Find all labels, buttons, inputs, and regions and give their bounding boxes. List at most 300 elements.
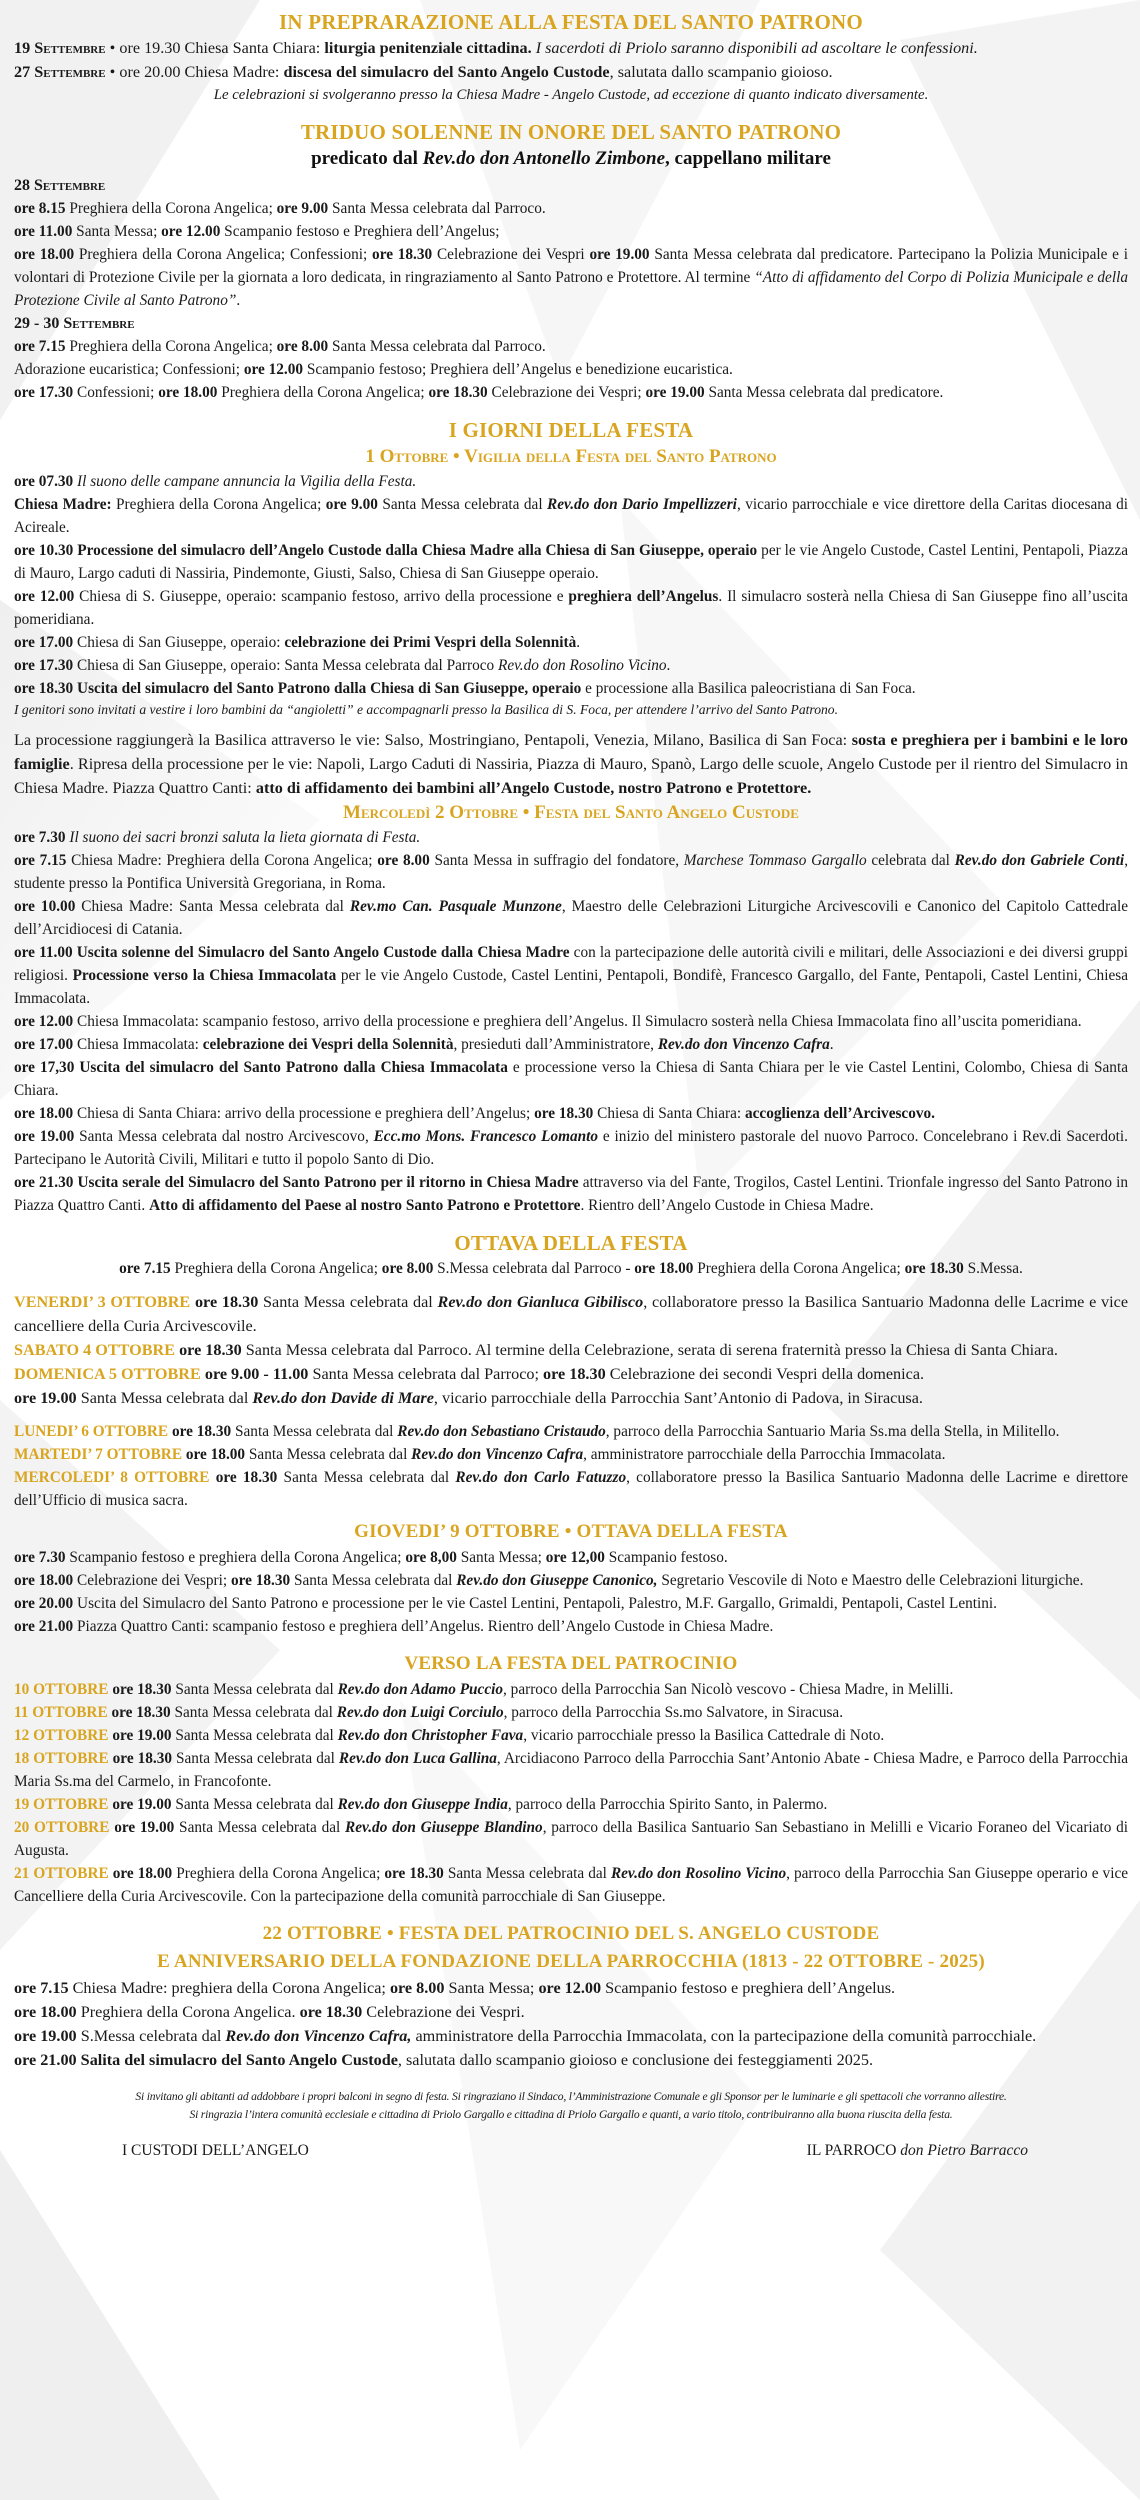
text-segment: ore 18.30 [230, 1572, 291, 1589]
giovedi-line [14, 1546, 1128, 1638]
date-label: 10 OTTOBRE [14, 1681, 109, 1698]
festa22-line [14, 2048, 1128, 2072]
text-segment: ore 19.00 [114, 1819, 175, 1836]
prep-line [14, 36, 1128, 84]
text-segment: Scampanio festoso e Preghiera dell’Angelus; [220, 223, 500, 240]
vigilia-title: 1 Ottobre • Vigilia della Festa del Santo Patrono [365, 446, 777, 467]
patrocinio-line [14, 1862, 1128, 1908]
date-label: 18 OTTOBRE [14, 1750, 109, 1767]
section-title-preparazione: IN PREPRARAZIONE ALLA FESTA DEL SANTO PATRONO [279, 10, 863, 34]
text-segment: attraverso via del Fante, Trogilos, Castel Lentini. Trionfale ingresso del Santo Patrono in Piazza Quattro Canti. [14, 1174, 1128, 1214]
text-segment: Santa Messa celebrata dal [258, 1293, 438, 1311]
text-segment: Santa Messa celebrata dal [172, 1750, 339, 1767]
text-segment: Marchese Tommaso Gargallo [683, 852, 867, 869]
text-segment: per le vie Angelo Custode, Castel Lentini, Pentapoli, Piazza di Mauro, Largo caduti di Nassiria, Pindemonte, Giusti, Salso, Chiesa di San Giuseppe operaio. [14, 542, 1129, 582]
text-segment: Rev.do don Davide di Mare [252, 1389, 434, 1407]
text-segment: ore 12,00 [545, 1549, 605, 1566]
text-segment: Rev.do don Giuseppe Blandino [345, 1819, 543, 1836]
text-segment: Santa Messa celebrata dal [443, 1865, 611, 1882]
text-segment: Chiesa di Santa Chiara: [593, 1105, 745, 1122]
festa-line [14, 1056, 1128, 1102]
text-segment: ore 8.00 [377, 852, 430, 869]
text-segment: , parroco della Basilica Santuario San Sebastiano in Melilli e Vicario Foraneo del Vicariato di Augusta. [14, 1819, 1128, 1859]
text-segment: ore 18.00 [158, 384, 218, 401]
text-segment: Chiesa Immacolata: [73, 1036, 203, 1053]
text-segment: ore 18.00 [634, 1260, 694, 1277]
text-segment: ore 9.00 [276, 200, 329, 217]
processione-paragraph [14, 728, 1128, 800]
giovedi-line [14, 1546, 1128, 1569]
date-label: 21 OTTOBRE [14, 1865, 109, 1882]
prep-line [14, 60, 1128, 84]
text-segment: Chiesa di S. Giuseppe, operaio: scampanio festoso, arrivo della processione e [74, 588, 569, 605]
triduo-day1-line [14, 243, 1128, 312]
footer-line-1: Si invitano gli abitanti ad addobbare i propri balconi in segno di festa. Si ringraziano il Sindaco, l’Amministrazione Comunale e gli Sponsor per le luminarie e gli spettacoli che vorranno allestire. [135, 2090, 1007, 2103]
text-segment: Preghiera della Corona Angelica; [111, 496, 326, 513]
date-label: LUNEDI’ 6 OTTOBRE [14, 1423, 169, 1440]
text-segment: Chiesa Madre: preghiera della Corona Angelica; [68, 1979, 390, 1997]
text-segment: Rev.do don Carlo Fatuzzo [455, 1469, 627, 1486]
text-segment: Rev.do don Giuseppe India [337, 1796, 508, 1813]
text-segment: ore 7.15 [14, 338, 66, 355]
text-segment: , parroco della Parrocchia Santuario Maria Ss.ma della Stella, in Militello. [605, 1423, 1060, 1440]
text-segment: , vicario parrocchiale della Parrocchia Sant’Antonio di Padova, in Siracusa. [433, 1389, 923, 1407]
vigilia-line [14, 470, 1128, 493]
text-segment: Celebrazione dei Vespri; [73, 1572, 231, 1589]
text-segment: ore 18.30 [428, 384, 488, 401]
ottava-line [14, 1338, 1128, 1362]
text-segment: Rev.do don Vincenzo Cafra, [225, 2027, 412, 2045]
text-segment: Scampanio festoso; Preghiera dell’Angelus e benedizione eucaristica. [303, 361, 733, 378]
text-segment: Chiesa di San Giuseppe, operaio: Santa Messa celebrata dal Parroco [73, 657, 498, 674]
text-segment: Rev.do don Vincenzo Cafra [657, 1036, 830, 1053]
giovedi-line [14, 1592, 1128, 1615]
text-segment: Rev.do don Adamo Puccio [337, 1681, 504, 1698]
vigilia-line [14, 539, 1128, 585]
footer-line-2: Si ringrazia l’intera comunità ecclesiale e cittadina di Priolo Gargallo e cittadina di Priolo Gargallo e quanti, a vario titolo, contribuiranno alla buona riuscita della festa. [189, 2108, 953, 2121]
text-segment: Chiesa Immacolata: scampanio festoso, arrivo della processione e preghiera dell’Angelus. Il Simulacro sosterà nella Chiesa Immacolata fino all’uscita pomeridiana. [73, 1013, 1082, 1030]
text-segment: ore 18.30 [372, 246, 433, 263]
patrocinio-line [14, 1747, 1128, 1793]
ottava-line [14, 1420, 1128, 1443]
text-segment: , vicario parrocchiale e vice direttore della Caritas diocesana di Acireale. [14, 496, 1129, 536]
text-segment: ore 17.30 [14, 384, 74, 401]
text-segment: Santa Messa celebrata dal [171, 1796, 338, 1813]
text-segment: ore 18.30 [179, 1341, 242, 1359]
text-segment: ore 8.15 [14, 200, 66, 217]
text-segment: celebrazione dei Vespri della Solennità [202, 1036, 454, 1053]
date-label: 20 OTTOBRE [14, 1819, 110, 1836]
text-segment: ore 18.00 [14, 246, 75, 263]
text-segment: ore 12.00 [14, 588, 75, 605]
ottava-line [14, 1290, 1128, 1410]
text-segment: Santa Messa in suffragio del fondatore, [429, 852, 684, 869]
ottava-line [14, 1386, 1128, 1410]
ottava-line [14, 1443, 1128, 1466]
festa-line [14, 826, 1128, 1217]
text-segment: Rev.do don Vincenzo Cafra [411, 1446, 584, 1463]
text-segment: liturgia penitenziale cittadina. [324, 39, 532, 57]
text-segment: “Atto di affidamento del Corpo di Polizia Municipale e della Protezione Civile al Santo Patrono” [14, 269, 1128, 309]
text-segment: ore 18.30 [384, 1865, 444, 1882]
text-segment: Celebrazione dei secondi Vespri della domenica. [605, 1365, 925, 1383]
section-title-giovedi: GIOVEDI’ 9 OTTOBRE • OTTAVA DELLA FESTA [354, 1521, 788, 1542]
text-segment: ore 18.30 Uscita del simulacro del Santo Patrono dalla Chiesa di San Giuseppe, operaio [14, 680, 582, 697]
text-segment: Santa Messa celebrata dal [171, 1727, 338, 1744]
text-segment: • ore 19.30 Chiesa Santa Chiara: [105, 39, 325, 57]
prep-line [14, 36, 1128, 60]
text-segment: celebrazione dei Primi Vespri della Solennità [284, 634, 577, 651]
text-segment: Preghiera della Corona Angelica; [217, 384, 429, 401]
text-segment: ore 19.00 [14, 1128, 75, 1145]
text-segment: Santa Messa celebrata dal predicatore. Partecipano la Polizia Municipale e i volontari di Protezione Civile per la giornata a loro dedicata, in ringraziamento al Santo Patrono e Protettore. Al termine [14, 246, 1128, 286]
text-segment: ore 11.00 Uscita solenne del Simulacro del Santo Angelo Custode dalla Chiesa Madre [14, 944, 570, 961]
text-segment: ore 17.30 [14, 657, 74, 674]
text-segment: Santa Messa celebrata dal [174, 1819, 346, 1836]
text-segment: . [576, 634, 581, 651]
festa22-line [14, 2000, 1128, 2024]
date-label: SABATO 4 OTTOBRE [14, 1341, 176, 1359]
text-segment: Rev.do don Sebastiano Cristaudo [397, 1423, 606, 1440]
ottava-line [14, 1466, 1128, 1512]
text-segment: , parroco della Parrocchia San Giuseppe operario e vice Cancelliere della Curia Arcivescovile. Con la partecipazione della comunità parrocchiale di San Giuseppe. [14, 1865, 1129, 1905]
text-segment: Il suono delle campane annuncia la Vigilia della Festa. [77, 473, 417, 490]
text-segment: discesa del simulacro del Santo Angelo Custode [283, 63, 610, 81]
date-label: 12 OTTOBRE [14, 1727, 109, 1744]
text-segment: Rev.do don Christopher Fava [337, 1727, 524, 1744]
text-segment: , collaboratore presso la Basilica Santuario Madonna delle Lacrime e vice cancelliere della Curia Arcivescovile. [14, 1293, 1128, 1335]
text-segment: ore 7.30 [14, 1549, 66, 1566]
text-segment: Rev.do don Luca Gallina [338, 1750, 497, 1767]
text-segment: Ecc.mo Mons. Francesco Lomanto [373, 1128, 599, 1145]
text-segment: , parroco della Parrocchia Ss.mo Salvatore, in Siracusa. [503, 1704, 844, 1721]
section-title-triduo: TRIDUO SOLENNE IN ONORE DEL SANTO PATRONO [300, 120, 842, 144]
date-label: 11 OTTOBRE [14, 1704, 108, 1721]
festa22-line [14, 2024, 1128, 2048]
text-segment: S.Messa celebrata dal Parroco - [433, 1260, 635, 1277]
festa-line [14, 1033, 1128, 1056]
text-segment: . [829, 1036, 834, 1053]
signature-custodi: I CUSTODI DELL’ANGELO [122, 2142, 309, 2159]
ottava-line [14, 1420, 1128, 1512]
text-segment: ore 18.30 [299, 2003, 363, 2021]
giovedi-line [14, 1569, 1128, 1592]
festa-line [14, 849, 1128, 895]
text-segment: ore 18.00 [185, 1446, 246, 1463]
text-segment: I sacerdoti di Priolo saranno disponibili ad ascoltare le confessioni. [535, 39, 978, 57]
text-segment: ore 17,30 Uscita del simulacro del Santo Patrono dalla Chiesa Immacolata [14, 1059, 508, 1076]
text-segment: ore 21.00 Salita del simulacro del Santo Angelo Custode [14, 2051, 398, 2069]
text-segment: Uscita del Simulacro del Santo Patrono e processione per le vie Castel Lentini, Pentapoli, Palestro, M.F. Gargallo, Grimaldi, Pentapoli, Castel Lentini. [73, 1595, 997, 1612]
triduo-day2-line [14, 335, 1128, 358]
triduo-day1-label: 28 Settembre [14, 177, 106, 194]
text-segment: atto di affidamento dei bambini all’Angelo Custode, nostro Patrono e Protettore. [255, 779, 812, 797]
text-segment: Santa Messa celebrata dal predicatore. [704, 384, 944, 401]
text-segment: amministratore della Parrocchia Immacolata, con la partecipazione della comunità parrocchiale. [411, 2027, 1037, 2045]
text-segment: Scampanio festoso e preghiera della Corona Angelica; [65, 1549, 406, 1566]
text-segment: per le vie Angelo Custode, Castel Lentini, Pentapoli, Bondifè, Francesco Gargallo, del Fante, Pentapoli, Castel Lentini, Chiesa Immacolata. [14, 967, 1128, 1007]
vigilia-line [14, 677, 1128, 700]
text-segment: ore 18.30 [543, 1365, 606, 1383]
text-segment: , salutata dallo scampanio gioioso. [609, 63, 833, 81]
text-segment: sosta e preghiera per i bambini e le loro famiglie [14, 731, 1128, 773]
text-segment: ore 10.00 [14, 898, 76, 915]
festa-line [14, 1171, 1128, 1217]
text-segment: celebrata dal [866, 852, 955, 869]
date-label: DOMENICA 5 OTTOBRE [14, 1365, 201, 1383]
text-segment: ore 7.15 [119, 1260, 171, 1277]
text-segment: Chiesa di Santa Chiara: arrivo della processione e preghiera dell’Angelus; [73, 1105, 535, 1122]
triduo-day2-line [14, 335, 1128, 404]
triduo-day1-line [14, 197, 1128, 220]
text-segment: ore 18.30 [194, 1293, 259, 1311]
section-title-patrocinio: VERSO LA FESTA DEL PATROCINIO [404, 1653, 738, 1674]
text-segment: ore 8.00 [276, 338, 329, 355]
text-segment: Santa Messa celebrata dal nostro Arcivescovo, [74, 1128, 374, 1145]
text-segment: ore 12.00 [161, 223, 221, 240]
section-title-ottava: OTTAVA DELLA FESTA [454, 1231, 688, 1255]
text-segment: . Rientro dell’Angelo Custode in Chiesa Madre. [580, 1197, 874, 1214]
ottava-line [14, 1362, 1128, 1386]
text-segment: . Il simulacro sosterà nella Chiesa di San Giuseppe fino all’uscita pomeridiana. [14, 588, 1128, 628]
text-segment: ore 18.30 [112, 1681, 172, 1698]
text-segment: Santa Messa celebrata dal [171, 1681, 338, 1698]
festa22-line [14, 1976, 1128, 2000]
text-segment: Rev.do don Gabriele Conti [954, 852, 1125, 869]
text-segment: preghiera dell’Angelus [568, 588, 719, 605]
text-segment: ore 8.00 [381, 1260, 434, 1277]
text-segment: ore 18.30 [111, 1704, 171, 1721]
text-segment: ore 18.00 [112, 1865, 173, 1882]
text-segment: ore 19.00 [14, 1389, 77, 1407]
festa-line [14, 1010, 1128, 1033]
date-label: 27 Settembre [14, 63, 106, 81]
text-segment: Santa Messa celebrata dal [231, 1423, 398, 1440]
date-label: VENERDI’ 3 OTTOBRE [14, 1293, 191, 1311]
text-segment: Santa Messa celebrata dal Parroco. [328, 200, 546, 217]
text-segment: , amministratore parrocchiale della Parrocchia Immacolata. [583, 1446, 946, 1463]
text-segment: ore 21.30 Uscita serale del Simulacro del Santo Patrono per il ritorno in Chiesa Madre [14, 1174, 579, 1191]
text-segment: Santa Messa celebrata dal [170, 1704, 337, 1721]
text-segment: ore 18.00 [14, 1572, 74, 1589]
triduo-day2-line [14, 381, 1128, 404]
text-segment: Celebrazione dei Vespri [432, 246, 590, 263]
text-segment: Santa Messa celebrata dal [277, 1469, 456, 1486]
patrocinio-line [14, 1816, 1128, 1862]
text-segment: Celebrazione dei Vespri. [362, 2003, 525, 2021]
text-segment: predicato dal [311, 148, 423, 169]
text-segment: ore 18.30 [534, 1105, 594, 1122]
date-label: 19 OTTOBRE [14, 1796, 109, 1813]
patrocinio-line [14, 1678, 1128, 1701]
prep-note: Le celebrazioni si svolgeranno presso la Chiesa Madre - Angelo Custode, ad eccezione di quanto indicato diversamente. [213, 87, 929, 103]
text-segment: Chiesa Madre: [14, 496, 112, 513]
text-segment: ore 18.30 [215, 1469, 278, 1486]
text-segment: ore 07.30 [14, 473, 74, 490]
text-segment: Santa Messa; [444, 1979, 539, 1997]
text-segment: Processione verso la Chiesa Immacolata [72, 967, 337, 984]
signature-parroco [807, 2142, 1028, 2160]
festa22-line [14, 1976, 1128, 2072]
text-segment: Rev.do don Antonello Zimbone [422, 148, 666, 169]
text-segment: , Maestro delle Celebrazioni Liturgiche Arcivescovili e Canonico del Capitolo Cattedrale dell’Arcidiocesi di Catania. [14, 898, 1129, 938]
text-segment: accoglienza dell’Arcivescovo. [744, 1105, 935, 1122]
vigilia-line [14, 585, 1128, 631]
text-segment: Santa Messa celebrata dal Parroco. [328, 338, 546, 355]
text-segment: ore 17.00 [14, 1036, 74, 1053]
text-segment: e processione alla Basilica paleocristiana di San Foca. [581, 680, 916, 697]
text-segment: Scampanio festoso. [604, 1549, 728, 1566]
text-segment: Preghiera della Corona Angelica; [170, 1260, 382, 1277]
text-segment: Rev.do don Rosolino Vicino [497, 657, 667, 674]
text-segment: ore 21.00 [14, 1618, 74, 1635]
text-segment: La processione raggiungerà la Basilica attraverso le vie: Salso, Mostringiano, Pentapoli, Venezia, Milano, Basilica di San Foca: [14, 731, 852, 749]
text-segment: ore 12.00 [243, 361, 304, 378]
text-segment: ore 8,00 [405, 1549, 457, 1566]
text-segment: Rev.mo Can. Pasquale Munzone [349, 898, 562, 915]
patrocinio-line [14, 1678, 1128, 1908]
text-segment: Santa Messa; [456, 1549, 546, 1566]
festa-line [14, 895, 1128, 941]
text-segment: Preghiera della Corona Angelica; [172, 1865, 385, 1882]
text-segment: ore 11.00 [14, 223, 73, 240]
text-segment: Preghiera della Corona Angelica; [65, 200, 277, 217]
text-segment: ore 19.00 [112, 1727, 172, 1744]
text-segment: ore 8.00 [389, 1979, 445, 1997]
text-segment: ore 19.00 [112, 1796, 172, 1813]
text-segment: Rev.do don Rosolino Vicino [610, 1865, 787, 1882]
text-segment: Atto di affidamento del Paese al nostro Santo Patrono e Protettore [149, 1197, 581, 1214]
signatures [14, 2142, 1128, 2160]
text-segment: ore 19.00 [589, 246, 650, 263]
text-segment: Segretario Vescovile di Noto e Maestro delle Celebrazioni liturgiche. [657, 1572, 1084, 1589]
text-segment: Preghiera della Corona Angelica; [693, 1260, 905, 1277]
text-segment: Rev.do don Dario Impellizzeri [547, 496, 737, 513]
text-segment: Il suono dei sacri bronzi saluta la lieta giornata di Festa. [69, 829, 421, 846]
text-segment: Celebrazione dei Vespri; [487, 384, 646, 401]
vigilia-line [14, 493, 1128, 539]
text-segment: Santa Messa celebrata dal [377, 496, 548, 513]
text-segment: Confessioni; [73, 384, 159, 401]
festa-line [14, 826, 1128, 849]
text-segment: Santa Messa celebrata dal [76, 1389, 253, 1407]
text-segment: Chiesa di San Giuseppe, operaio: [73, 634, 285, 651]
text-segment: Santa Messa celebrata dal Parroco. Al termine della Celebrazione, serata di serena fraternità presso la Chiesa di Santa Chiara. [241, 1341, 1058, 1359]
festa-title: Mercoledì 2 Ottobre • Festa del Santo Angelo Custode [343, 802, 799, 823]
text-segment: Piazza Quattro Canti: scampanio festoso e preghiera dell’Angelus. Rientro dell’Angelo Custode in Chiesa Madre. [73, 1618, 774, 1635]
text-segment: , vicario parrocchiale presso la Basilica Cattedrale di Noto. [523, 1727, 885, 1744]
vigilia-note: I genitori sono invitati a vestire i loro bambini da “angioletti” e accompagnarli presso la Basilica di S. Foca, per attendere l’arrivo del Santo Patrono. [14, 702, 838, 717]
text-segment: ore 19.00 [14, 2027, 77, 2045]
text-segment: ore 9.00 - 11.00 [204, 1365, 309, 1383]
patrocinio-line [14, 1701, 1128, 1724]
text-segment: ore 9.00 [325, 496, 378, 513]
text-segment: , studente presso la Pontifica Università Gregoriana, in Roma. [14, 852, 1129, 892]
text-segment: ore 12.00 [14, 1013, 74, 1030]
text-segment: . [666, 657, 671, 674]
text-segment: S.Messa celebrata dal [76, 2027, 226, 2045]
text-segment: ore 7.15 [14, 852, 67, 869]
triduo-day1-line [14, 197, 1128, 312]
vigilia-line [14, 654, 1128, 677]
text-segment: Santa Messa celebrata dal [245, 1446, 412, 1463]
ottava-daily [14, 1257, 1128, 1280]
text-segment: S.Messa. [963, 1260, 1023, 1277]
triduo-subtitle [14, 146, 1128, 172]
text-segment: Rev.do don Gianluca Gibilisco [437, 1293, 644, 1311]
text-segment: ore 19.00 [645, 384, 705, 401]
text-segment: Santa Messa celebrata dal [290, 1572, 457, 1589]
text-segment: Chiesa Madre: Preghiera della Corona Angelica; [66, 852, 378, 869]
text-segment: ore 7.30 [14, 829, 66, 846]
text-segment: , Arcidiacono Parroco della Parrocchia Sant’Antonio Abate - Chiesa Madre, e Parroco della Parrocchia Maria Ss.ma del Carmelo, in Francofonte. [14, 1750, 1129, 1790]
text-segment: con la partecipazione delle autorità civili e militari, delle Associazioni e dei diversi gruppi religiosi. [14, 944, 1128, 984]
text-segment: ore 7.15 [14, 1979, 69, 1997]
text-segment: • ore 20.00 Chiesa Madre: [105, 63, 284, 81]
text-segment: Santa Messa celebrata dal Parroco; [308, 1365, 544, 1383]
text-segment: Preghiera della Corona Angelica; [65, 338, 277, 355]
text-segment: ore 10.30 Processione del simulacro dell’Angelo Custode dalla Chiesa Madre alla Chiesa di San Giuseppe, operaio [14, 542, 758, 559]
text-segment: . Ripresa della processione per le vie: Napoli, Largo Caduti di Nassiria, Piazza di Mauro, Spanò, Largo delle scuole, Angelo Custode per il rientro del Simulacro in Chiesa Madre. Piazza Quattro Canti: [14, 755, 1128, 797]
section-title-festa22-line2: E ANNIVERSARIO DELLA FONDAZIONE DELLA PARROCCHIA (1813 - 22 OTTOBRE - 2025) [157, 1951, 985, 1972]
triduo-day2-label: 29 - 30 Settembre [14, 315, 135, 332]
text-segment: ore 18.00 [14, 1105, 74, 1122]
text-segment: , parroco della Parrocchia San Nicolò vescovo - Chiesa Madre, in Melilli. [503, 1681, 954, 1698]
text-segment: ore 18.00 [14, 2003, 77, 2021]
signature-parroco-name: don Pietro Barracco [900, 2142, 1028, 2159]
text-segment: Scampanio festoso e preghiera dell’Angelus. [601, 1979, 896, 1997]
patrocinio-line [14, 1793, 1128, 1816]
text-segment: , parroco della Parrocchia Spirito Santo, in Palermo. [507, 1796, 828, 1813]
patrocinio-line [14, 1724, 1128, 1747]
triduo-day1-line [14, 220, 1128, 243]
vigilia-line [14, 631, 1128, 654]
date-label: 19 Settembre [14, 39, 106, 57]
text-segment: ore 12.00 [538, 1979, 602, 1997]
section-title-giorni: I GIORNI DELLA FESTA [448, 418, 694, 442]
triduo-day2-line [14, 358, 1128, 381]
text-segment: Rev.do don Giuseppe Canonico, [456, 1572, 658, 1589]
date-label: MERCOLEDI’ 8 OTTOBRE [14, 1469, 210, 1486]
festa-line [14, 941, 1128, 1010]
text-segment: ore 18.30 [112, 1750, 173, 1767]
text-segment: e inizio del ministero pastorale del nuovo Parroco. Concelebrano i Rev.di Sacerdoti. Partecipano le Autorità Civili, Militari e tutto il popolo Santo di Dio. [14, 1128, 1128, 1168]
text-segment: , collaboratore presso la Basilica Santuario Madonna delle Lacrime e direttore dell’Ufficio di musica sacra. [14, 1469, 1129, 1509]
ottava-line [14, 1290, 1128, 1338]
text-segment: Santa Messa; [72, 223, 162, 240]
text-segment: . [236, 292, 241, 309]
text-segment: Chiesa Madre: Santa Messa celebrata dal [75, 898, 350, 915]
text-segment: Adorazione eucaristica; Confessioni; [14, 361, 244, 378]
text-segment: e processione verso la Chiesa di Santa Chiara per le vie Castel Lentini, Colombo, Chiesa di Santa Chiara. [14, 1059, 1128, 1099]
festa-line [14, 1102, 1128, 1125]
text-segment: , salutata dallo scampanio gioioso e conclusione dei festeggiamenti 2025. [397, 2051, 874, 2069]
date-label: MARTEDI’ 7 OTTOBRE [14, 1446, 183, 1463]
text-segment: ore 18.30 [904, 1260, 964, 1277]
text-segment: Preghiera della Corona Angelica. [76, 2003, 300, 2021]
giovedi-line [14, 1615, 1128, 1638]
text-segment: ore 18.30 [171, 1423, 232, 1440]
festa-line [14, 1125, 1128, 1171]
text-segment: ore 20.00 [14, 1595, 74, 1612]
text-segment: , presieduti dall’Amministratore, [453, 1036, 658, 1053]
section-title-festa22-line1: 22 OTTOBRE • FESTA DEL PATROCINIO DEL S. ANGELO CUSTODE [262, 1923, 880, 1944]
text-segment: Rev.do don Luigi Corciulo [336, 1704, 504, 1721]
signature-parroco-label: IL PARROCO [806, 2142, 897, 2159]
text-segment: ore 17.00 [14, 634, 74, 651]
text-segment: , cappellano militare [665, 148, 831, 169]
text-segment: Preghiera della Corona Angelica; Confessioni; [74, 246, 373, 263]
